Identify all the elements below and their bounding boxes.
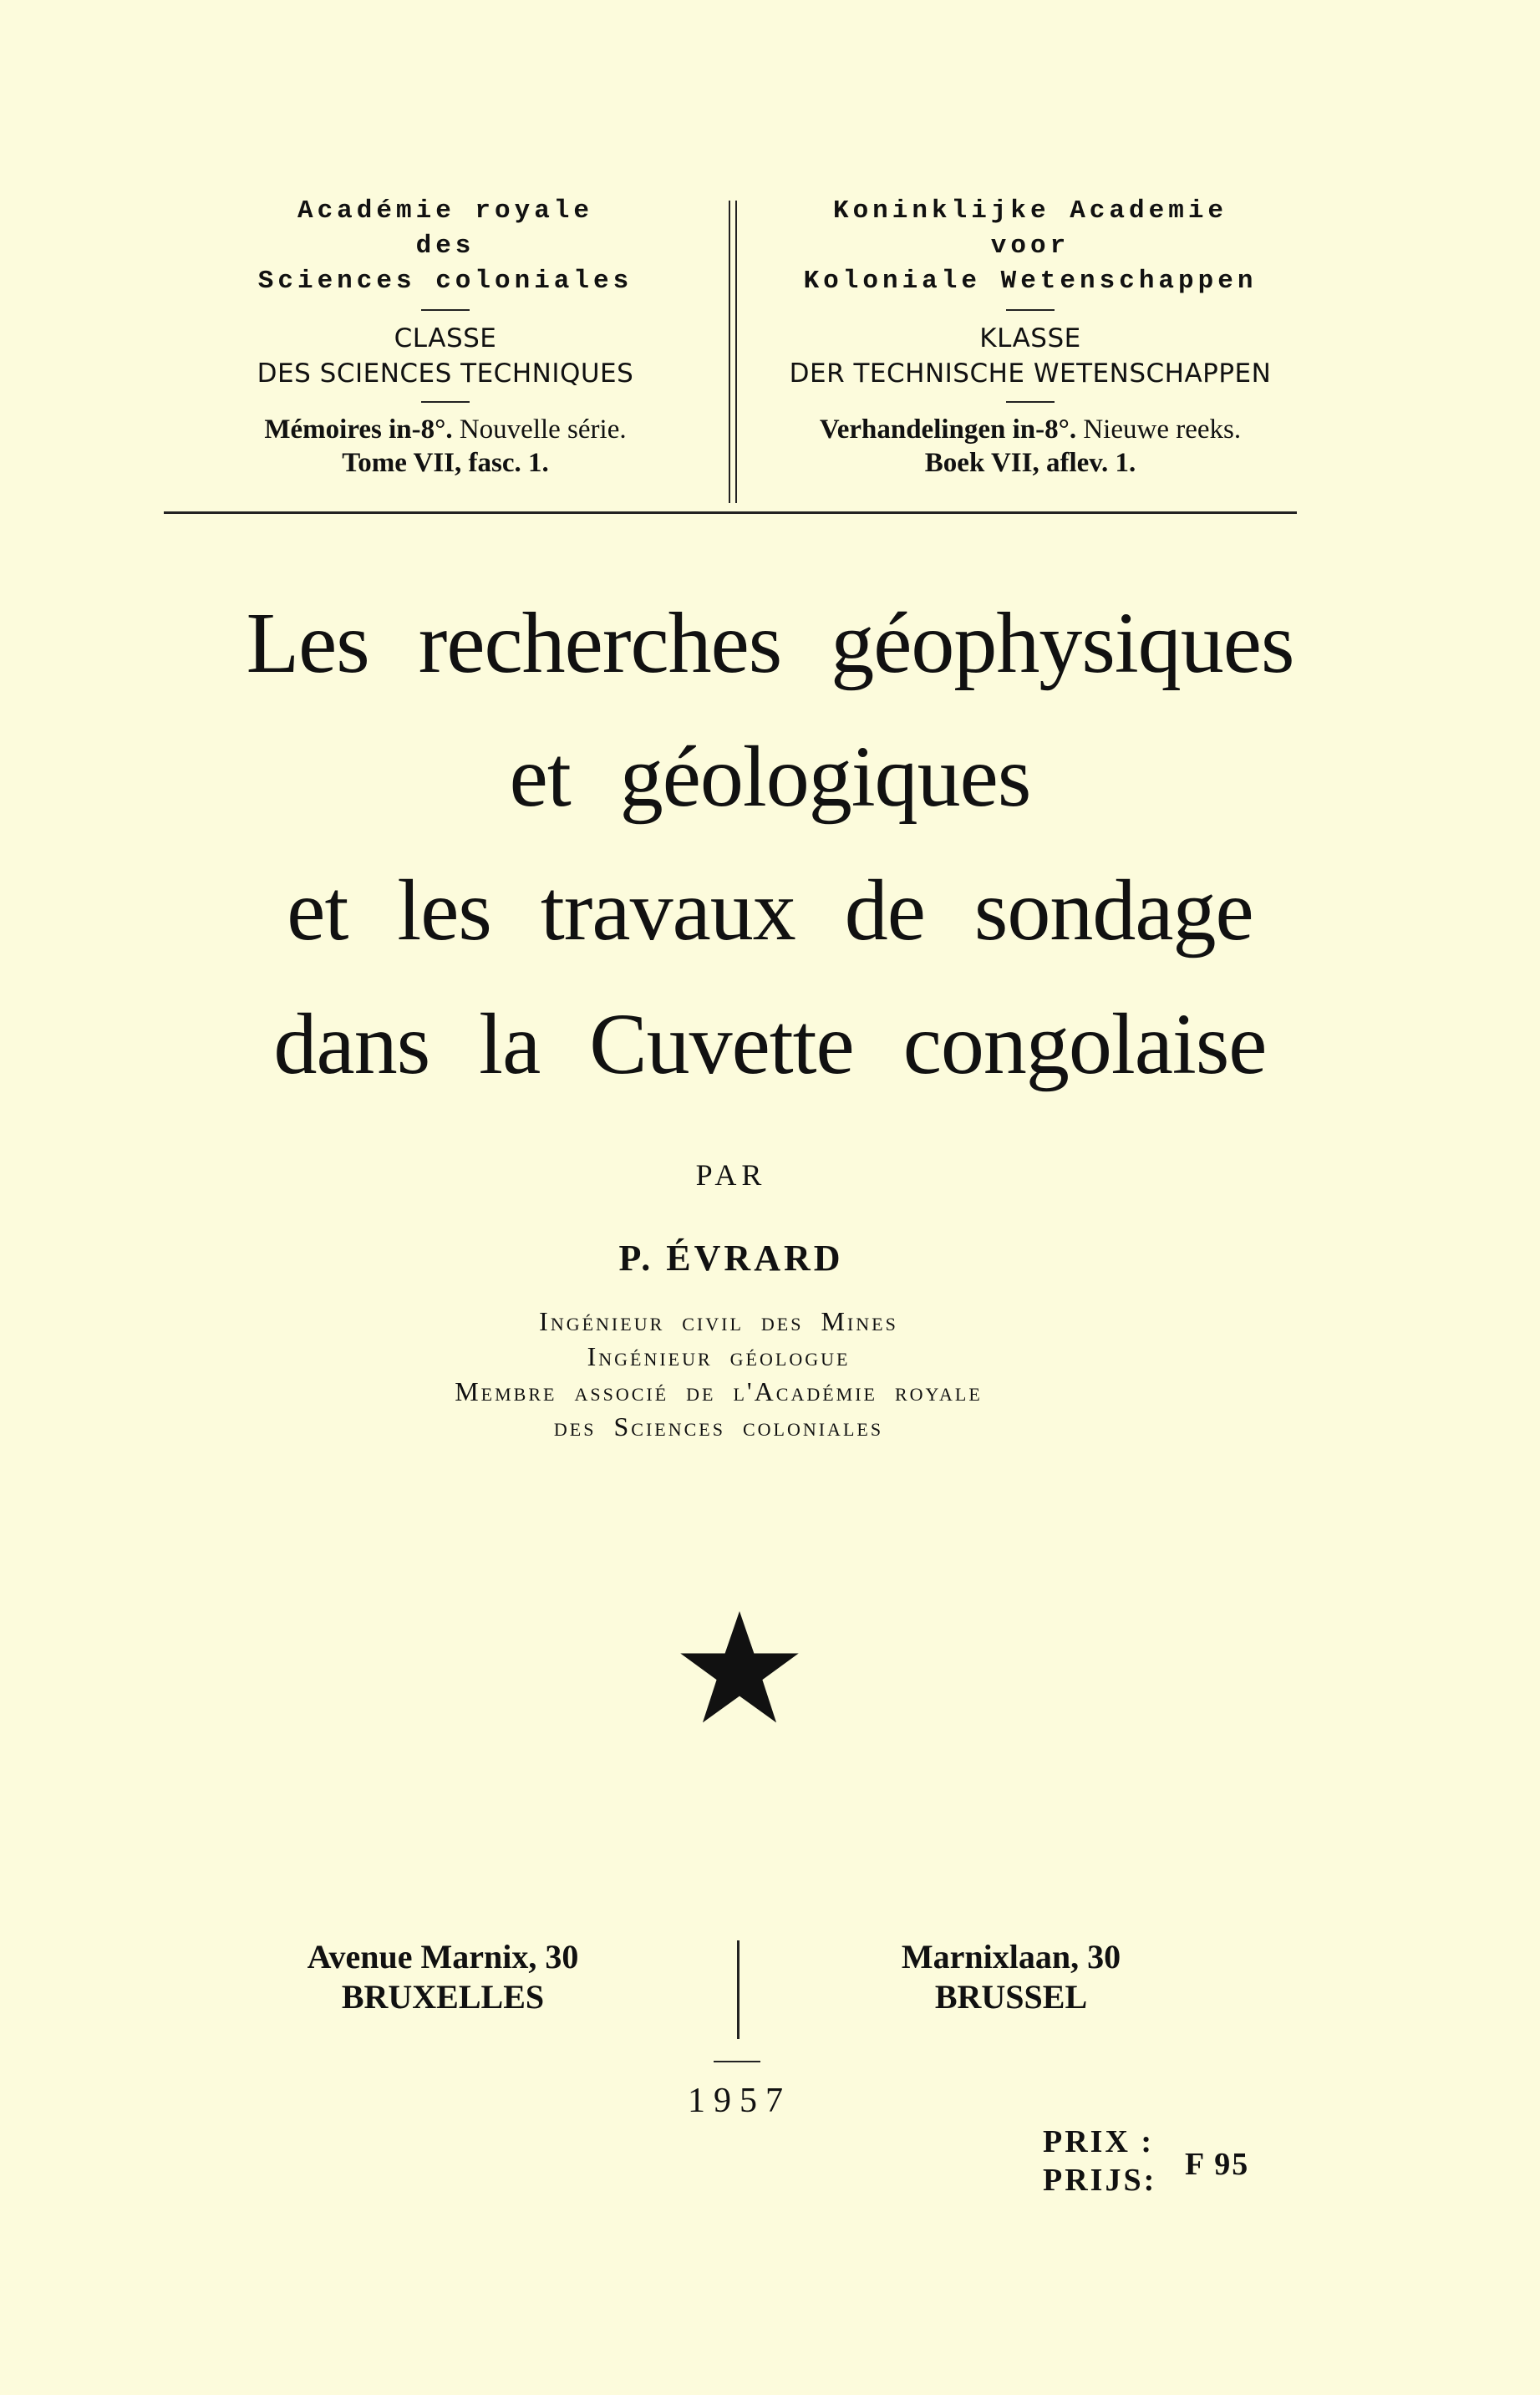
- title-line-4: dans la Cuvette congolaise: [273, 996, 1267, 1092]
- series-nl: [742, 413, 1319, 446]
- class-name-nl-line2: DER TECHNISCHE WETENSCHAPPEN: [789, 358, 1272, 389]
- header-left-column: [164, 194, 727, 511]
- price-label-nl: PRIJS:: [1043, 2163, 1157, 2198]
- address-fr-street: Avenue Marnix, 30: [307, 1938, 579, 1975]
- price-label-fr: PRIX :: [1043, 2124, 1155, 2159]
- address-nl: [836, 1937, 1187, 2017]
- separator-dash: [1006, 401, 1055, 403]
- title-line-1: Les recherches géophysiques: [246, 595, 1294, 691]
- star-icon: [677, 1609, 802, 1726]
- affiliation-line: Ingénieur civil des Mines: [539, 1306, 898, 1336]
- address-nl-city: BRUSSEL: [934, 1978, 1088, 2016]
- institution-name-nl-line2: voor: [990, 231, 1070, 261]
- series-fr: [164, 413, 727, 446]
- address-fr: [242, 1937, 643, 2017]
- affiliation-line: des Sciences coloniales: [553, 1411, 884, 1442]
- institution-name-nl-line3: Koloniale Wetenschappen: [803, 267, 1258, 296]
- class-name-fr-line1: CLASSE: [394, 323, 497, 353]
- author-affiliations: [0, 1304, 1437, 1444]
- institution-name-fr-line2: des: [415, 231, 475, 261]
- price-value: F 95: [1185, 2147, 1250, 2182]
- title-line-2: et géologiques: [509, 729, 1031, 825]
- by-label: PAR: [695, 1158, 767, 1192]
- header-bottom-rule: [164, 511, 1297, 514]
- header-right-column: [742, 194, 1319, 511]
- address-fr-city: BRUXELLES: [341, 1978, 545, 2016]
- header-divider-line: [735, 201, 737, 503]
- series-nl-bold: Verhandelingen in-8°.: [819, 414, 1077, 445]
- affiliation-line: Membre associé de l'Académie royale: [455, 1376, 983, 1406]
- separator-dash: [421, 401, 470, 403]
- separator-dash: [421, 309, 470, 311]
- price-labels: [1043, 2123, 1177, 2199]
- affiliation-line: Ingénieur géologue: [587, 1341, 851, 1371]
- separator-dash: [714, 2061, 760, 2062]
- address-nl-street: Marnixlaan, 30: [901, 1938, 1121, 1975]
- separator-dash: [1006, 309, 1055, 311]
- series-fr-bold: Mémoires in-8°.: [264, 414, 453, 445]
- header-divider-line: [729, 201, 730, 503]
- institution-name-fr-line1: Académie royale: [297, 196, 594, 226]
- class-name-nl-line1: KLASSE: [979, 323, 1081, 353]
- institution-name-fr-line3: Sciences coloniales: [257, 267, 633, 296]
- series-nl-rest: Nieuwe reeks.: [1076, 414, 1242, 445]
- document-title: [125, 577, 1415, 1111]
- class-name-fr-line2: DES SCIENCES TECHNIQUES: [257, 358, 634, 389]
- series-fr-rest: Nouvelle série.: [452, 414, 627, 445]
- address-divider-line: [737, 1940, 740, 2039]
- publication-year: 1957: [688, 2082, 791, 2120]
- volume-nl: Boek VII, aflev. 1.: [924, 448, 1136, 478]
- institution-name-nl-line1: Koninklijke Academie: [832, 196, 1228, 226]
- title-line-3: et les travaux de sondage: [287, 862, 1253, 959]
- volume-fr: Tome VII, fasc. 1.: [342, 448, 549, 478]
- author-name: P. ÉVRARD: [618, 1238, 844, 1279]
